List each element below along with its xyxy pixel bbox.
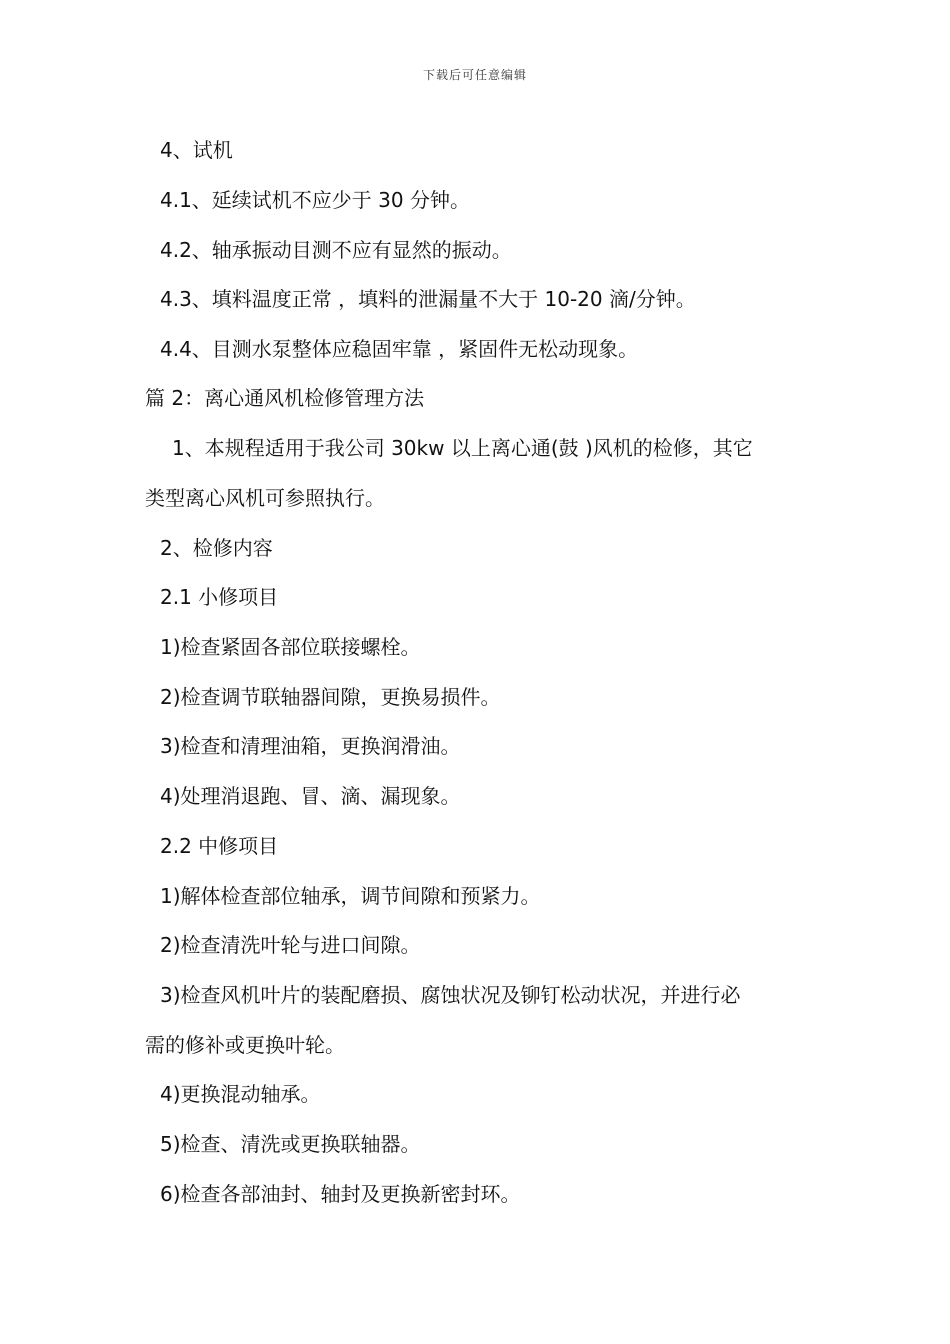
paragraph-line: 类型离心风机可参照执行。	[145, 486, 385, 510]
subsection-heading: 2.2 中修项目	[160, 834, 279, 858]
list-item: 4)处理消退跑、冒、滴、漏现象。	[160, 784, 461, 808]
paragraph-line: 4.4、目测水泵整体应稳固牢靠 ，紧固件无松动现象。	[160, 337, 639, 361]
list-item: 1)解体检查部位轴承，调节间隙和预紧力。	[160, 884, 541, 908]
paragraph-line: 4.3、填料温度正常 ，填料的泄漏量不大于 10-20 滴/分钟。	[160, 287, 696, 311]
section-heading: 2、检修内容	[160, 536, 273, 560]
list-item: 4)更换混动轴承。	[160, 1082, 321, 1106]
list-item: 需的修补或更换叶轮。	[145, 1033, 345, 1057]
list-item: 2)检查调节联轴器间隙，更换易损件。	[160, 685, 501, 709]
list-item: 3)检查和清理油箱，更换润滑油。	[160, 734, 461, 758]
list-item: 3)检查风机叶片的装配磨损、腐蚀状况及铆钉松动状况，并进行必	[160, 983, 741, 1007]
paragraph-line: 1、本规程适用于我公司 30kw 以上离心通(鼓 )风机的检修，其它	[172, 436, 753, 460]
list-item: 2)检查清洗叶轮与进口间隙。	[160, 933, 421, 957]
article-title: 篇 2：离心通风机检修管理方法	[145, 386, 425, 410]
paragraph-line: 4.1、延续试机不应少于 30 分钟。	[160, 188, 470, 212]
list-item: 6)检查各部油封、轴封及更换新密封环。	[160, 1182, 521, 1206]
list-item: 5)检查、清洗或更换联轴器。	[160, 1132, 421, 1156]
paragraph-line: 4.2、轴承振动目测不应有显然的振动。	[160, 238, 512, 262]
list-item: 1)检查紧固各部位联接螺栓。	[160, 635, 421, 659]
section-heading: 4、试机	[160, 138, 233, 162]
subsection-heading: 2.1 小修项目	[160, 585, 279, 609]
page-header: 下载后可任意编辑	[422, 68, 527, 82]
